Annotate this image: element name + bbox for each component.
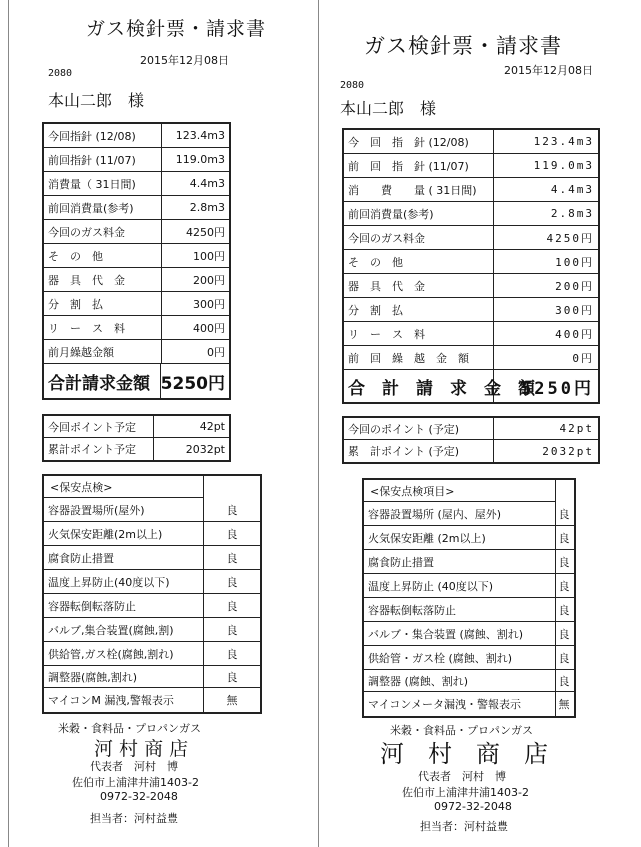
customer-name: 本山二郎 様: [340, 99, 437, 118]
representative: 代表者 河村 博: [90, 760, 178, 773]
check-result: 良: [558, 627, 572, 641]
safety-title: <保安点検項目>: [364, 480, 556, 502]
check-result: 良: [226, 575, 238, 589]
row-value: 4.4m3: [189, 177, 225, 190]
table-row: [44, 546, 260, 570]
row-label: バルブ,集合装置(腐蝕,割): [44, 618, 204, 641]
row-label: 前 回 指 針 (11/07): [344, 154, 494, 177]
table-row: [44, 340, 229, 364]
total-label: 合 計 請 求 金 額: [344, 370, 494, 402]
row-label: 腐食防止措置: [44, 546, 204, 569]
table-row: [44, 220, 229, 244]
table-row: [44, 268, 229, 292]
table-row: [344, 130, 598, 154]
table-row: [44, 244, 229, 268]
table-row: [344, 226, 598, 250]
row-label: 前回指針 (11/07): [44, 148, 162, 171]
table-row: [344, 418, 598, 440]
check-result: 良: [226, 551, 238, 565]
row-value: 123.4m3: [533, 135, 594, 148]
check-result: 良: [226, 527, 238, 541]
row-value: 4250円: [546, 231, 594, 245]
table-row: [364, 550, 574, 574]
table-row: [44, 438, 229, 460]
row-label: 前月繰越金額: [44, 340, 162, 363]
row-label: バルブ・集合装置 (腐蝕、割れ): [364, 622, 556, 645]
table-row: [344, 440, 598, 462]
table-row: [44, 594, 260, 618]
check-result: 良: [558, 579, 572, 593]
address: 佐伯市上浦津井浦1403-2: [72, 776, 199, 789]
table-row: [44, 618, 260, 642]
points-table: [342, 416, 600, 464]
row-value: 119.0m3: [533, 159, 594, 172]
check-result: 良: [226, 623, 238, 637]
table-row: [44, 522, 260, 546]
table-row: [364, 622, 574, 646]
business-line: 米穀・食料品・プロパンガス: [58, 722, 201, 735]
row-label: 今回のガス料金: [344, 226, 494, 249]
row-value: 2032pt: [185, 442, 225, 456]
row-label: 温度上昇防止 (40度以下): [364, 574, 556, 597]
row-value: 200円: [193, 273, 225, 287]
row-value: 300円: [193, 297, 225, 311]
row-label: 容器設置場所(屋外): [44, 498, 204, 521]
row-value: 300円: [555, 303, 594, 317]
receipt-date: 2015年12月08日: [140, 54, 229, 67]
row-label: 容器転倒転落防止: [364, 598, 556, 621]
check-result: 良: [226, 599, 238, 613]
row-value: 0円: [572, 351, 594, 365]
row-label: 器 具 代 金: [344, 274, 494, 297]
table-row: [364, 692, 574, 716]
row-label: 消費量（ 31日間): [44, 172, 162, 195]
row-label: リ ー ス 料: [344, 322, 494, 345]
row-label: 前回消費量(参考): [44, 196, 162, 219]
table-row: [344, 250, 598, 274]
divider-line-center: [318, 0, 319, 847]
row-label: 容器設置場所 (屋内、屋外): [364, 502, 556, 525]
row-value: 2.8m3: [189, 201, 225, 214]
row-value: 4250円: [186, 225, 225, 239]
row-value: 119.0m3: [175, 153, 225, 166]
staff: 担当者：河村益豊: [90, 812, 178, 825]
row-value: 100円: [555, 255, 594, 269]
total-row: [344, 370, 598, 402]
phone: 0972-32-2048: [434, 800, 512, 813]
row-value: 0円: [207, 345, 225, 359]
total-row: [44, 364, 229, 398]
representative: 代表者 河村 博: [418, 770, 506, 783]
row-label: 前回消費量(参考): [344, 202, 494, 225]
table-row: [344, 274, 598, 298]
row-label: 前 回 繰 越 金 額: [344, 346, 494, 369]
row-label: そ の 他: [344, 250, 494, 273]
table-row: [44, 316, 229, 340]
row-label: 分 割 払: [44, 292, 162, 315]
total-value: 5250円: [160, 373, 225, 394]
shop-name: 河 村 商 店: [94, 738, 189, 760]
table-row: [44, 292, 229, 316]
staff: 担当者：河村益豊: [420, 820, 508, 833]
safety-title: <保安点検>: [44, 476, 204, 498]
table-row: [364, 670, 574, 692]
table-row: [364, 574, 574, 598]
table-row: [364, 598, 574, 622]
row-label: 温度上昇防止(40度以下): [44, 570, 204, 593]
table-row: [44, 642, 260, 666]
charges-table: [342, 128, 600, 404]
table-row: [44, 666, 260, 688]
row-label: 供給管,ガス栓(腐蝕,割れ): [44, 642, 204, 665]
receipt-right: [338, 0, 608, 847]
table-row: [44, 148, 229, 172]
check-result: 良: [226, 647, 238, 661]
points-table: [42, 414, 231, 462]
row-label: リ ー ス 料: [44, 316, 162, 339]
table-row: [44, 416, 229, 438]
check-result: 良: [558, 674, 572, 688]
table-row: [44, 172, 229, 196]
table-row: [44, 124, 229, 148]
row-value: 2032pt: [542, 444, 594, 458]
table-row: [44, 570, 260, 594]
table-row: [364, 646, 574, 670]
table-row: [344, 178, 598, 202]
customer-id: 2080: [48, 68, 73, 79]
row-label: 今回指針 (12/08): [44, 124, 162, 147]
row-label: マイコンM 漏洩,警報表示: [44, 688, 204, 712]
customer-name: 本山二郎 様: [48, 91, 145, 110]
row-value: 42pt: [559, 422, 594, 435]
phone: 0972-32-2048: [100, 790, 178, 803]
row-value: 4.4m3: [550, 183, 594, 196]
check-result: 良: [558, 531, 572, 545]
receipt-left: [38, 0, 267, 847]
row-value: 200円: [555, 279, 594, 293]
row-label: 今回ポイント予定: [44, 416, 154, 437]
customer-id: 2080: [340, 80, 365, 91]
check-result: 良: [226, 670, 238, 684]
row-label: 今回のガス料金: [44, 220, 162, 243]
table-row: [44, 688, 260, 712]
row-label: 分 割 払: [344, 298, 494, 321]
receipt-title: ガス検針票・請求書: [364, 34, 562, 58]
table-row: [344, 154, 598, 178]
row-value: 123.4m3: [175, 129, 225, 142]
table-row: [344, 298, 598, 322]
check-result: 無: [226, 694, 238, 707]
table-row: [344, 202, 598, 226]
check-result: 良: [558, 555, 572, 569]
row-label: そ の 他: [44, 244, 162, 267]
table-row: [44, 498, 260, 522]
row-label: 腐食防止措置: [364, 550, 556, 573]
check-result: 良: [558, 651, 572, 665]
total-label: 合計請求金額: [44, 364, 161, 398]
table-row: [364, 502, 574, 526]
receipt-date: 2015年12月08日: [504, 64, 593, 77]
row-value: 400円: [555, 327, 594, 341]
row-value: 42pt: [199, 420, 225, 433]
row-label: 調整器(腐蝕,割れ): [44, 666, 204, 687]
table-row: [344, 322, 598, 346]
row-label: 累 計ポイント (予定): [344, 440, 494, 462]
address: 佐伯市上浦津井浦1403-2: [402, 786, 529, 799]
receipt-title: ガス検針票・請求書: [86, 18, 267, 40]
check-result: 無: [558, 698, 572, 711]
row-label: 火気保安距離 (2m以上): [364, 526, 556, 549]
row-label: 今 回 指 針 (12/08): [344, 130, 494, 153]
row-value: 400円: [193, 321, 225, 335]
table-row: [44, 196, 229, 220]
row-label: 供給管・ガス栓 (腐蝕、割れ): [364, 646, 556, 669]
charges-table: [42, 122, 231, 400]
check-result: 良: [558, 507, 572, 521]
row-label: 火気保安距離(2m以上): [44, 522, 204, 545]
row-value: 2.8m3: [550, 207, 594, 220]
row-label: 器 具 代 金: [44, 268, 162, 291]
divider-line-left: [8, 0, 9, 847]
check-result: 良: [226, 503, 238, 517]
check-result: 良: [558, 603, 572, 617]
row-label: 容器転倒転落防止: [44, 594, 204, 617]
table-row: [344, 346, 598, 370]
safety-table: [362, 478, 576, 718]
shop-name: 河 村 商 店: [380, 740, 548, 768]
row-label: マイコンメータ漏洩・警報表示: [364, 692, 556, 716]
total-value: 5250円: [521, 378, 594, 399]
table-row: [364, 526, 574, 550]
business-line: 米穀・食料品・プロパンガス: [390, 724, 533, 737]
safety-table: [42, 474, 262, 714]
row-label: 調整器 (腐蝕、割れ): [364, 670, 556, 691]
row-value: 100円: [193, 249, 225, 263]
row-label: 消 費 量 ( 31日間): [344, 178, 494, 201]
row-label: 今回のポイント (予定): [344, 418, 494, 439]
row-label: 累計ポイント予定: [44, 438, 154, 460]
